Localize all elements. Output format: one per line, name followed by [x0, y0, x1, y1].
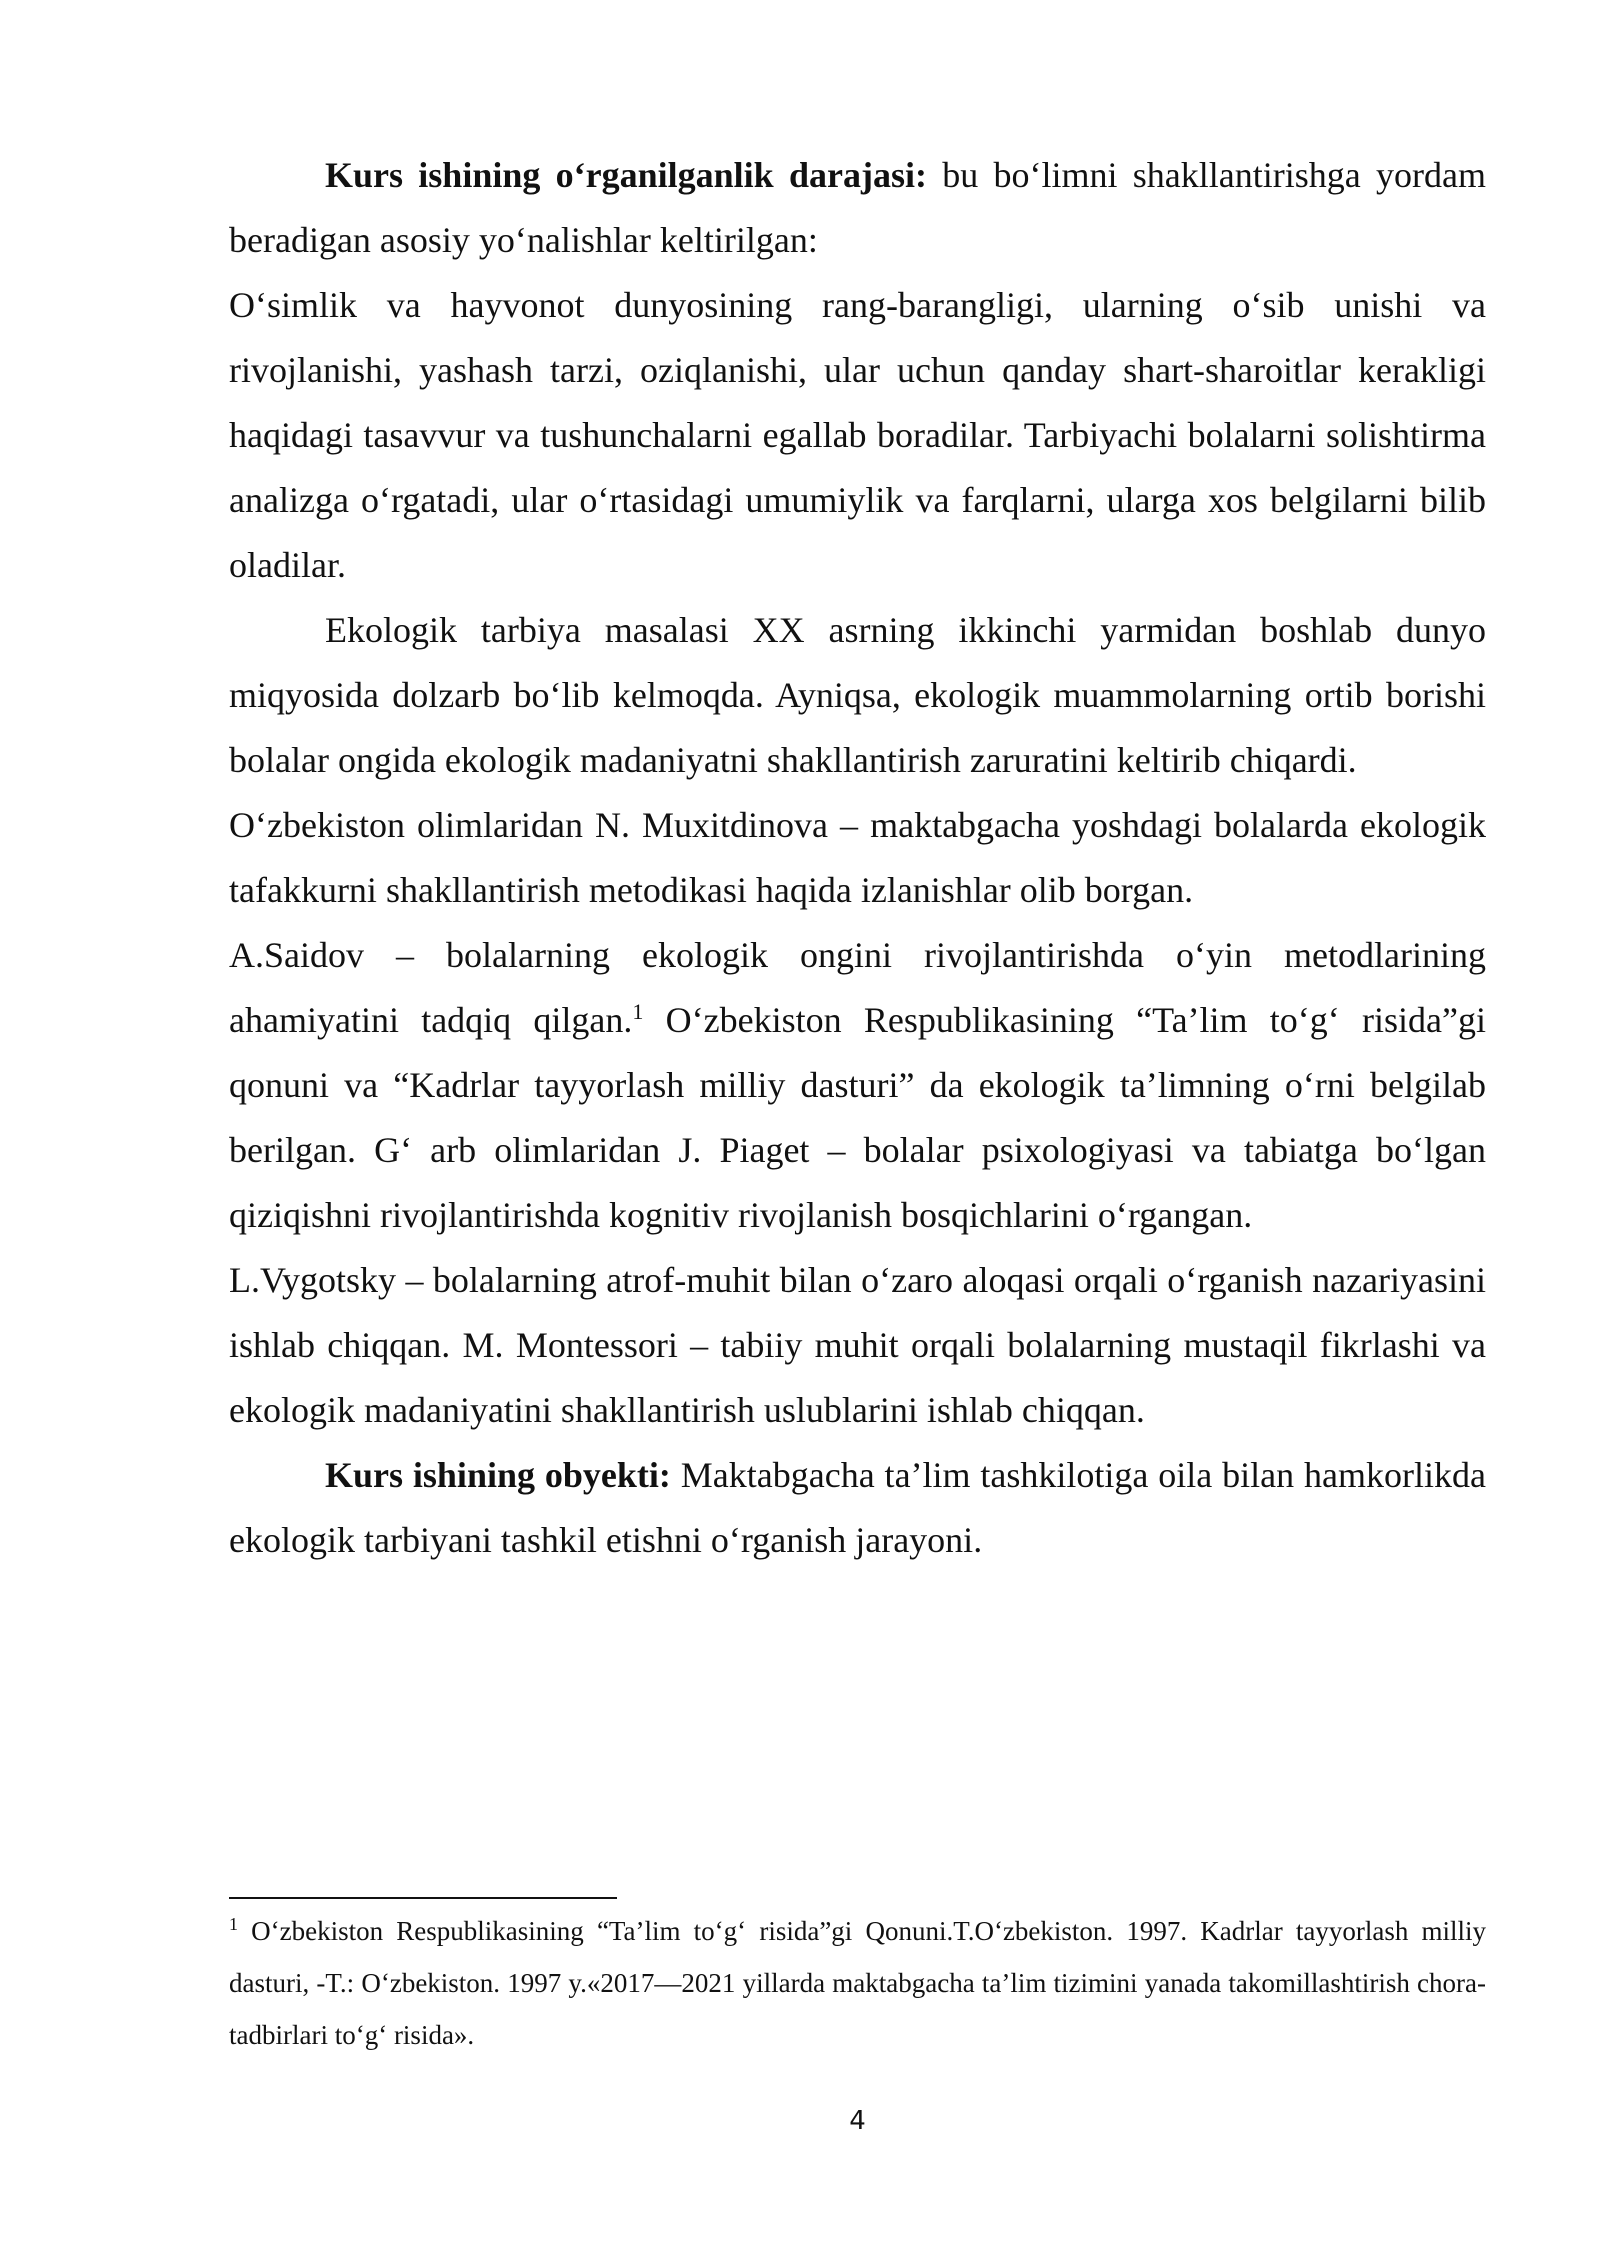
paragraph-saidov	[229, 923, 1486, 1248]
paragraph-object	[229, 1443, 1486, 1573]
paragraph-muxitdinova: O‘zbekiston olimlaridan N. Muxitdinova – maktabgacha yoshdagi bolalarda ekologik tafakkurni shakllantirish metodikasi haqida izlanishlar olib borgan.	[229, 805, 1486, 910]
paragraph-text: A.Saidov – bolalarning ekologik ongini rivojlantirishda o‘yin metodlarining ahamiyatini tadqiq qilgan.	[229, 935, 1486, 1040]
paragraph-vygotsky: L.Vygotsky – bolalarning atrof-muhit bilan o‘zaro aloqasi orqali o‘rganish nazariyasini ishlab chiqqan. M. Montessori – tabiiy muhit orqali bolalarning mustaqil fikrlashi va ekologik madaniyatini shakllantirish uslublarini ishlab chiqqan.	[229, 1260, 1486, 1430]
footnote-reference[interactable]: 1	[632, 999, 644, 1024]
body-text	[229, 143, 1486, 1573]
footnote-text: O‘zbekiston Respublikasining “Ta’lim to‘g‘ risida”gi Qonuni.T.O‘zbekiston. 1997. Kadrlar tayyorlash milliy dasturi, -T.: O‘zbekiston. 1997 y.«2017—2021 yillarda maktabgacha ta’lim tizimini yanada takomillashtirish chora-tadbirlari to‘g‘ risida».	[229, 1916, 1486, 2050]
footnote-marker: 1	[229, 1914, 238, 1934]
section-heading-object: Kurs ishining obyekti:	[325, 1455, 671, 1495]
paragraph-text: bu bo‘limni shakllantirishga yordam beradigan asosiy yo‘nalishlar keltirilgan:	[229, 155, 1487, 260]
page-number: 4	[849, 2106, 866, 2136]
paragraph-text: Maktabgacha ta’lim tashkilotiga oila bilan hamkorlikda ekologik tarbiyani tashkil etishni o‘rganish jarayoni.	[229, 1455, 1486, 1560]
footnote	[229, 1905, 1486, 2061]
paragraph-research-level	[229, 143, 1486, 273]
paragraph-ecological-education: Ekologik tarbiya masalasi XX asrning ikkinchi yarmidan boshlab dunyo miqyosida dolzarb bo‘lib kelmoqda. Ayniqsa, ekologik muammolarning ortib borishi bolalar ongida ekologik madaniyatni shakllantirish zaruratini keltirib chiqardi.	[229, 610, 1486, 780]
footnote-separator	[229, 1897, 617, 1899]
document-page	[229, 0, 1486, 2262]
section-heading-research-level: Kurs ishining o‘rganilganlik darajasi:	[325, 155, 927, 195]
paragraph-flora-fauna: O‘simlik va hayvonot dunyosining rang-barangligi, ularning o‘sib unishi va rivojlanishi, yashash tarzi, oziqlanishi, ular uchun qanday shart-sharoitlar kerakligi haqidagi tasavvur va tushunchalarni egallab boradilar. Tarbiyachi bolalarni solishtirma analizga o‘rgatadi, ular o‘rtasidagi umumiylik va farqlarni, ularga xos belgilarni bilib oladilar.	[229, 285, 1486, 585]
paragraph-text: O‘zbekiston Respublikasining “Ta’lim to‘g‘ risida”gi qonuni va “Kadrlar tayyorlash milliy dasturi” da ekologik ta’limning o‘rni belgilab berilgan. G‘ arb olimlaridan J. Piaget – bolalar psixologiyasi va tabiatga bo‘lgan qiziqishni rivojlantirishda kognitiv rivojlanish bosqichlarini o‘rgangan.	[229, 1000, 1486, 1235]
